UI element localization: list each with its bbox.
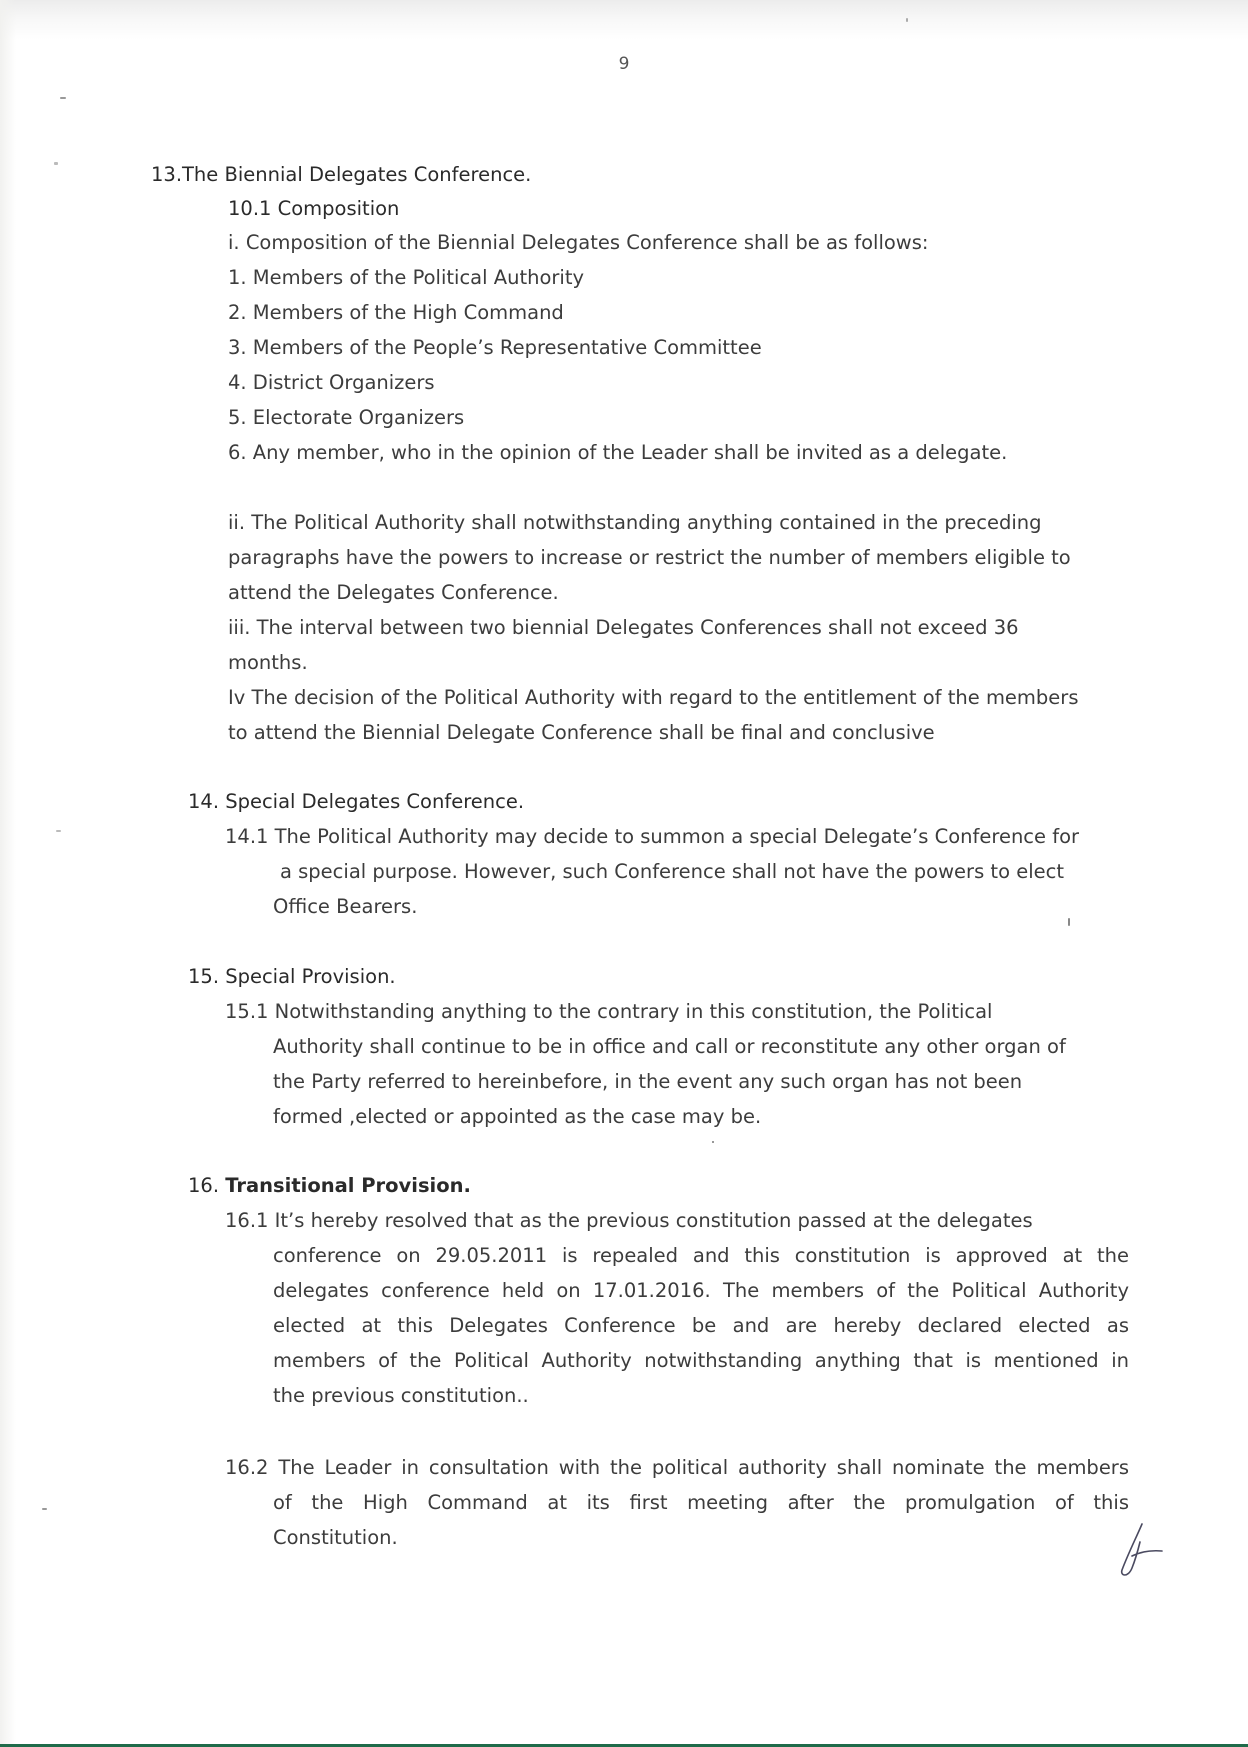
composition-item: 3. Members of the People’s Representative Committee bbox=[228, 336, 762, 359]
signature-initial-icon bbox=[1110, 1520, 1170, 1580]
scan-speck bbox=[1068, 918, 1070, 926]
para-16-1-line: members of the Political Authority notwithstanding anything that is mentioned in bbox=[273, 1349, 1129, 1372]
para-15-1-line: formed ,elected or appointed as the case may be. bbox=[273, 1105, 762, 1128]
para-16-2-line: Constitution. bbox=[273, 1526, 398, 1549]
para-14-1-line: 14.1 The Political Authority may decide to summon a special Delegate’s Conference for bbox=[225, 825, 1080, 848]
section-14-heading: 14. Special Delegates Conference. bbox=[188, 790, 525, 813]
composition-item: 4. District Organizers bbox=[228, 371, 435, 394]
para-16-1-line: delegates conference held on 17.01.2016. The members of the Political Authority bbox=[273, 1279, 1129, 1302]
section-15-heading: 15. Special Provision. bbox=[188, 965, 396, 988]
section-16-heading bbox=[188, 1174, 471, 1198]
scan-speck bbox=[906, 18, 908, 22]
scan-speck bbox=[56, 830, 61, 832]
para-ii-line: paragraphs have the powers to increase or restrict the number of members eligible to bbox=[228, 546, 1071, 569]
composition-item: 5. Electorate Organizers bbox=[228, 406, 465, 429]
para-iii-line: months. bbox=[228, 651, 308, 674]
scan-left-edge bbox=[0, 0, 16, 1747]
para-16-1-line: conference on 29.05.2011 is repealed and this constitution is approved at the bbox=[273, 1244, 1129, 1267]
para-15-1-line: the Party referred to hereinbefore, in the event any such organ has not been bbox=[273, 1070, 1023, 1093]
para-16-1-line: 16.1 It’s hereby resolved that as the previous constitution passed at the delegates bbox=[225, 1209, 1033, 1232]
para-15-1-line: 15.1 Notwithstanding anything to the contrary in this constitution, the Political bbox=[225, 1000, 993, 1023]
para-iv-line: to attend the Biennial Delegate Conference shall be final and conclusive bbox=[228, 721, 935, 744]
para-16-2-line: of the High Command at its first meeting after the promulgation of this bbox=[273, 1491, 1129, 1514]
para-16-2-line: 16.2 The Leader in consultation with the political authority shall nominate the members bbox=[225, 1456, 1129, 1479]
page-number: 9 bbox=[618, 54, 630, 74]
section-13-heading: 13.The Biennial Delegates Conference. bbox=[151, 163, 532, 186]
para-16-1-line: the previous constitution.. bbox=[273, 1384, 529, 1407]
para-15-1-line: Authority shall continue to be in office and call or reconstitute any other organ of bbox=[273, 1035, 1066, 1058]
composition-item: 1. Members of the Political Authority bbox=[228, 266, 584, 289]
para-14-1-line: a special purpose. However, such Conference shall not have the powers to elect bbox=[280, 860, 1064, 883]
para-ii-line: ii. The Political Authority shall notwithstanding anything contained in the preceding bbox=[228, 511, 1042, 534]
scan-speck bbox=[42, 1508, 47, 1510]
section-10-1-subheading: 10.1 Composition bbox=[228, 197, 400, 220]
para-16-1-line: elected at this Delegates Conference be and are hereby declared elected as bbox=[273, 1314, 1129, 1337]
composition-item: 2. Members of the High Command bbox=[228, 301, 564, 324]
scan-speck bbox=[54, 162, 58, 165]
para-iii-line: iii. The interval between two biennial Delegates Conferences shall not exceed 36 bbox=[228, 616, 1019, 639]
scan-speck bbox=[60, 97, 66, 99]
para-14-1-line: Office Bearers. bbox=[273, 895, 418, 918]
scan-shadow bbox=[0, 0, 1248, 40]
composition-intro: i. Composition of the Biennial Delegates Conference shall be as follows: bbox=[228, 231, 929, 254]
composition-item: 6. Any member, who in the opinion of the Leader shall be invited as a delegate. bbox=[228, 441, 1008, 464]
para-ii-line: attend the Delegates Conference. bbox=[228, 581, 559, 604]
section-16-title: Transitional Provision. bbox=[225, 1174, 471, 1197]
scan-speck bbox=[712, 1141, 714, 1143]
section-16-number: 16. bbox=[188, 1174, 220, 1197]
para-iv-line: Iv The decision of the Political Authority with regard to the entitlement of the members bbox=[228, 686, 1079, 709]
